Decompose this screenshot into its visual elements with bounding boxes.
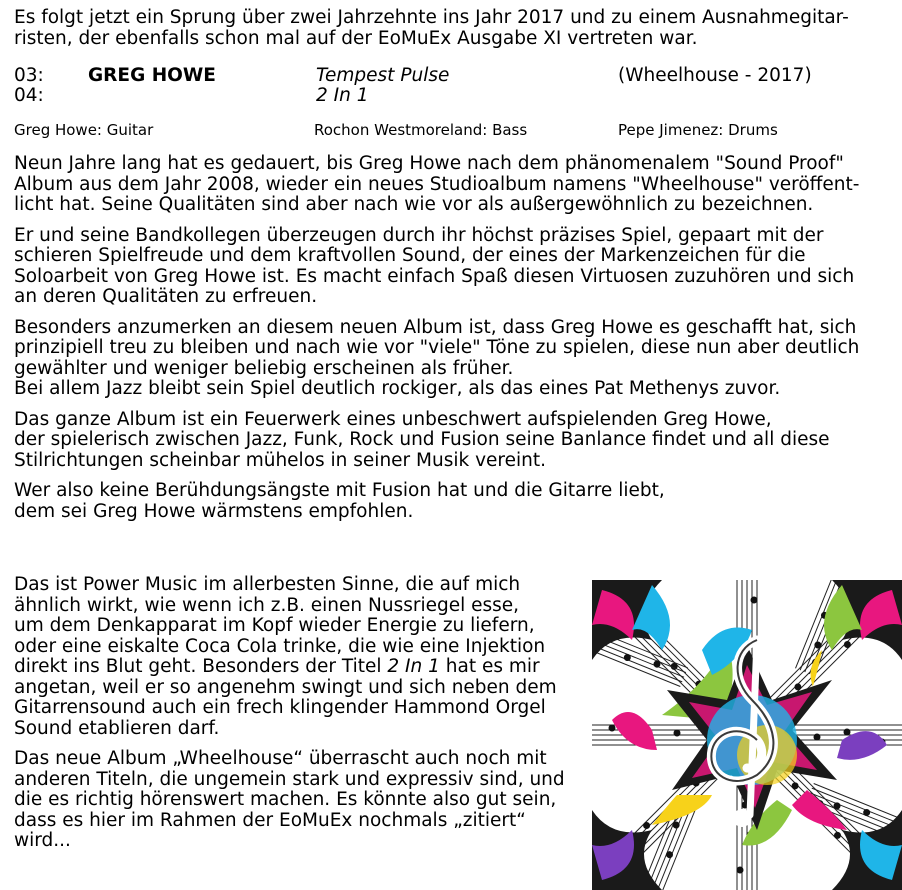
musician-credit: Greg Howe: Guitar: [14, 121, 154, 139]
musician-credits: [14, 120, 894, 140]
text-line: angetan, weil er so angenehm swingt und sich neben dem: [14, 676, 557, 698]
text-line: Das ganze Album ist ein Feuerwerk eines unbeschwert aufspielenden Greg Howe,: [14, 408, 772, 430]
text-line: prinzipiell treu zu bleiben und nach wie vor "viele" Töne zu spielen, diese nun aber deutlich: [14, 337, 860, 358]
review-paragraph: [14, 749, 584, 852]
intro-line: Es folgt jetzt ein Sprung über zwei Jahrzehnte ins Jahr 2017 und zu einem Ausnahmegitar-: [14, 7, 849, 28]
intro-paragraph: [14, 8, 894, 54]
text-line: gewählter und weniger beliebig erscheinen als früher.: [14, 357, 514, 379]
album-label: (Wheelhouse - 2017): [618, 65, 812, 86]
text-line: oder eine eiskalte Coca Cola trinke, die wie eine Injektion: [14, 635, 546, 657]
text-line: an deren Qualitäten zu erfreuen.: [14, 286, 318, 307]
text-line: dem sei Greg Howe wärmstens empfohlen.: [14, 500, 414, 522]
track-title: 2 In 1: [316, 85, 369, 106]
review-paragraph: [14, 410, 894, 472]
text-line: Gitarrensound auch ein frech klingender Hammond Orgel: [14, 697, 546, 718]
text-line: Er und seine Bandkollegen überzeugen durch ihr höchst präzises Spiel, gepaart mit der: [14, 224, 824, 246]
text-line: [14, 656, 540, 677]
review-paragraph: [14, 154, 894, 216]
text-line: um dem Denkapparat im Kopf wieder Energie zu liefern,: [14, 615, 535, 636]
text-line: Das neue Album „Wheelhouse“ überrascht auch noch mit: [14, 748, 547, 769]
track-list: [14, 66, 894, 106]
intro-line: risten, der ebenfalls schon mal auf der EoMuEx Ausgabe XI vertreten war.: [14, 27, 698, 49]
music-artwork-image: [592, 580, 902, 890]
text-line: wird...: [14, 830, 71, 851]
text-line: Soloarbeit von Greg Howe ist. Es macht einfach Spaß diesen Virtuosen zuzuhören und sich: [14, 265, 855, 287]
text-line: dass es hier im Rahmen der EoMuEx nochmals „zitiert“: [14, 809, 526, 831]
text-line: der spielerisch zwischen Jazz, Funk, Rock und Fusion seine Banlance findet und all diese: [14, 429, 830, 450]
text-line: Besonders anzumerken an diesem neuen Album ist, dass Greg Howe es geschafft hat, sich: [14, 316, 857, 338]
text-fragment: direkt ins Blut geht. Besonders der Titel: [14, 656, 388, 677]
text-line: die es richtig hörenswert machen. Es könnte also gut sein,: [14, 789, 557, 810]
text-line: Bei allem Jazz bleibt sein Spiel deutlich rockiger, als das eines Pat Methenys zuvor.: [14, 378, 781, 399]
text-fragment: hat es mir: [439, 656, 540, 677]
lower-text-column: [14, 575, 584, 852]
text-line: schieren Spielfreude und dem kraftvollen Sound, der eines der Markenzeichen für die: [14, 245, 806, 266]
article: [14, 8, 894, 522]
text-line: ähnlich wirkt, wie wenn ich z.B. einen Nussriegel esse,: [14, 594, 520, 616]
text-line: Wer also keine Berühdungsängste mit Fusion hat und die Gitarre liebt,: [14, 480, 665, 501]
track-number: 03:: [14, 65, 44, 86]
review-paragraph: [14, 318, 894, 400]
review-paragraph: [14, 575, 584, 739]
text-line: Neun Jahre lang hat es gedauert, bis Greg Howe nach dem phänomenalem "Sound Proof": [14, 153, 844, 174]
text-line: Das ist Power Music im allerbesten Sinne, die auf mich: [14, 574, 521, 595]
artist-name: GREG HOWE: [88, 65, 216, 86]
text-line: anderen Titeln, die ungemein stark und expressiv sind, und: [14, 768, 565, 790]
track-title: Tempest Pulse: [316, 65, 450, 86]
text-line: Sound etablieren darf.: [14, 717, 220, 739]
text-line: licht hat. Seine Qualitäten sind aber nach wie vor als außergewöhnlich zu bezeichnen.: [14, 194, 814, 215]
text-line: Album aus dem Jahr 2008, wieder ein neues Studioalbum namens "Wheelhouse" veröffent-: [14, 173, 860, 195]
text-line: Stilrichtungen scheinbar mühelos in seiner Musik vereint.: [14, 449, 547, 471]
review-paragraph: [14, 481, 894, 522]
kaleidoscope-artwork: [592, 580, 902, 890]
track-number: 04:: [14, 85, 44, 106]
musician-credit: Pepe Jimenez: Drums: [618, 121, 778, 139]
musician-credit: Rochon Westmoreland: Bass: [314, 121, 528, 139]
review-paragraph: [14, 226, 894, 308]
song-title: 2 In 1: [387, 656, 440, 677]
